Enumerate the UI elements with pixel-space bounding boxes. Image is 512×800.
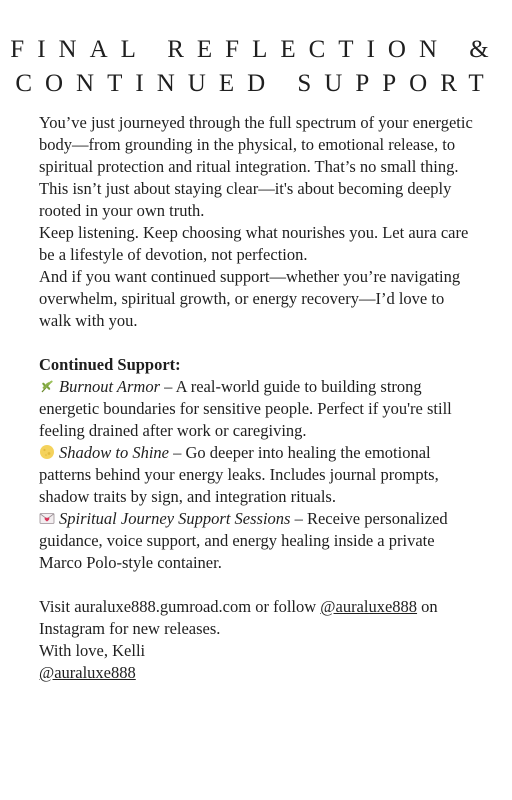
- intro-paragraph-1: You’ve just journeyed through the full spectrum of your energetic body—from grounding in the physical, to emotional release, to spiritual protection and ritual integration. That’s no small thing. This isn’t just about staying clear—it's about becoming deeply rooted in your own truth.: [39, 113, 473, 220]
- main-content: [39, 112, 473, 684]
- product-name-spiritual-journey: Spiritual Journey Support Sessions: [59, 509, 291, 528]
- support-heading: Continued Support:: [39, 355, 181, 374]
- support-item-burnout-armor: [39, 376, 473, 442]
- intro-paragraph-3: And if you want continued support—whether you’re navigating overwhelm, spiritual growth, or energy recovery—I’d love to walk with you.: [39, 267, 461, 330]
- support-item-shadow-to-shine: [39, 442, 473, 508]
- page-title: [0, 33, 512, 101]
- closing-visit: [39, 596, 473, 640]
- product-desc-shadow-to-shine: – Go deeper into healing the emotional patterns behind your energy leaks. Includes journal prompts, shadow traits by sign, and integration rituals.: [39, 443, 439, 506]
- love-letter-icon: [39, 510, 55, 526]
- signoff: With love, Kelli: [39, 641, 146, 660]
- visit-text: Visit auraluxe888.gumroad.com or follow: [39, 597, 321, 616]
- product-desc-spiritual-journey: – Receive personalized guidance, voice support, and energy healing inside a private Marco Polo-style container.: [39, 509, 448, 572]
- moon-icon: [39, 444, 55, 460]
- intro-paragraph-2: Keep listening. Keep choosing what nourishes you. Let aura care be a lifestyle of devotion, not perfection.: [39, 223, 469, 264]
- product-desc-burnout-armor: – A real-world guide to building strong energetic boundaries for sensitive people. Perfect if you're still feeling drained after work or caregiving.: [39, 377, 452, 440]
- herb-icon: [39, 378, 55, 394]
- visit-text-end: on Instagram for new releases.: [39, 597, 438, 638]
- support-item-spiritual-journey: [39, 508, 473, 574]
- spacer: [39, 332, 473, 354]
- title-line-2: CONTINUED SUPPORT: [15, 70, 497, 97]
- product-name-shadow-to-shine: Shadow to Shine: [59, 443, 169, 462]
- instagram-handle-link[interactable]: @auraluxe888: [320, 597, 418, 616]
- title-line-1: FINAL REFLECTION &: [10, 36, 502, 63]
- product-name-burnout-armor: Burnout Armor: [59, 377, 160, 396]
- signature-handle-link[interactable]: @auraluxe888: [39, 663, 136, 682]
- spacer: [39, 574, 473, 596]
